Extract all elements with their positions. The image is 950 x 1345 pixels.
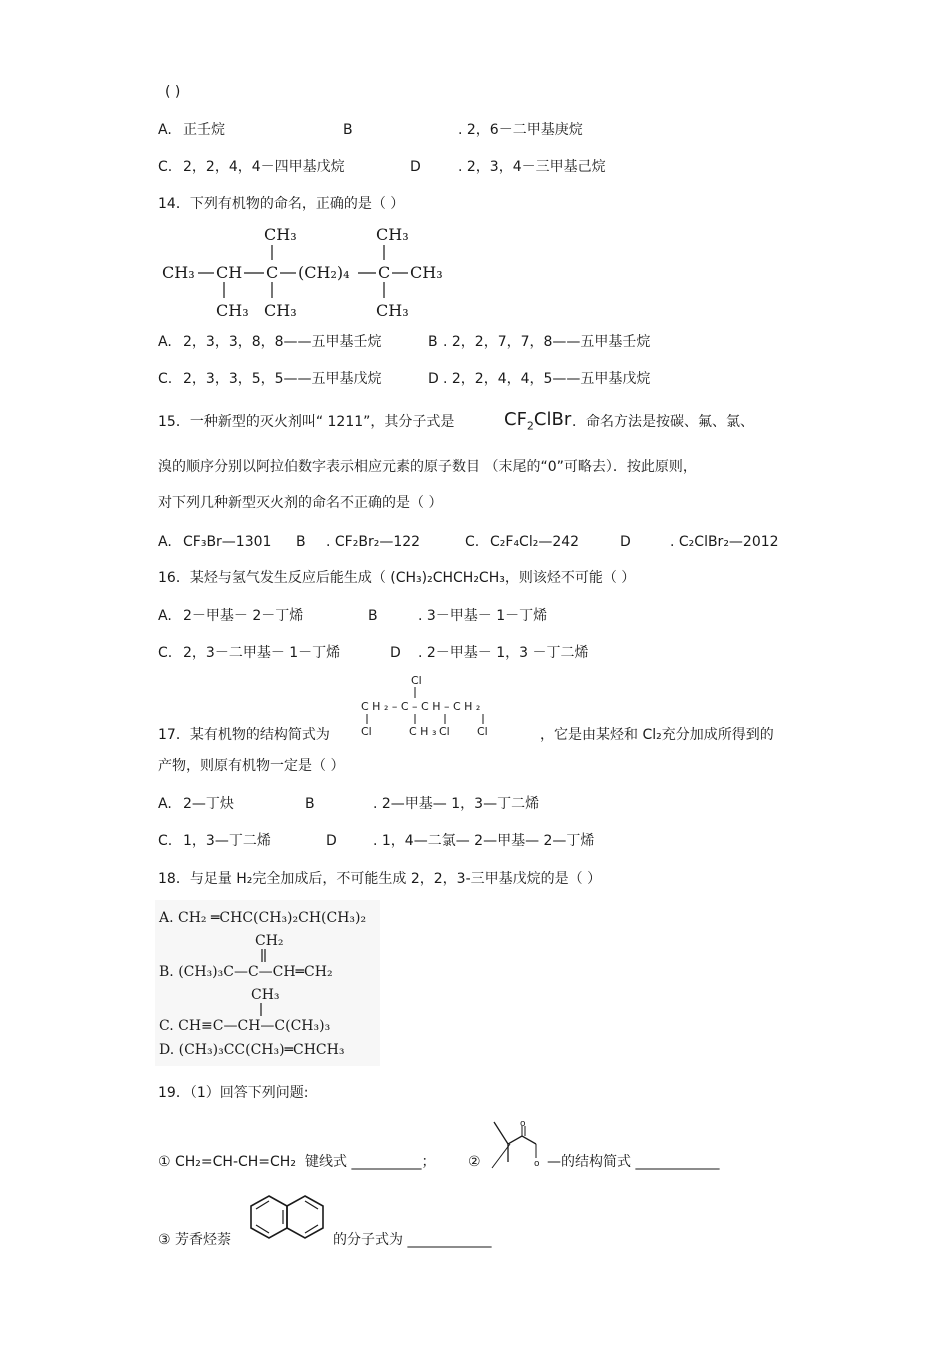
- q15-option-c-label: C.: [465, 534, 480, 550]
- q19-stem: 19．（1）回答下列问题:: [158, 1085, 309, 1101]
- q14-option-d: . 2，2，4，4，5——五甲基戊烷: [443, 371, 651, 387]
- q16-option-a-label: A.: [158, 608, 172, 624]
- q15-stem-line2: 溴的顺序分别以阿拉伯数字表示相应元素的原子数目 （末尾的“0”可略去）．按此原则，: [158, 459, 697, 475]
- q19-item3-tail: 的分子式为 ____________: [333, 1232, 492, 1248]
- q15-option-d: . C₂ClBr₂—2012: [670, 534, 779, 550]
- q17-option-d-label: D: [326, 833, 337, 849]
- q13-option-c: 2，2，4，4－四甲基戊烷: [183, 159, 345, 175]
- q17-cl-top: Cl: [411, 674, 422, 687]
- naphthalene-structure-icon: [247, 1190, 333, 1250]
- q14-top-ch3-1: CH₃: [264, 225, 297, 244]
- q13-option-b: . 2，6－二甲基庚烷: [458, 122, 583, 138]
- q15-option-b: . CF₂Br₂—122: [326, 534, 421, 550]
- q14-mid-ch3-right: CH₃: [410, 263, 443, 282]
- q16-option-d: . 2－甲基－ 1，3 －丁二烯: [418, 645, 589, 661]
- q15-formula-main: CF: [504, 409, 527, 430]
- q16-option-d-label: D: [390, 645, 401, 661]
- q14-mid-ch: CH: [216, 263, 243, 282]
- q15-stem-line3: 对下列几种新型灭火剂的命名不正确的是（ ）: [158, 495, 443, 511]
- q19-item2-label: ②: [468, 1154, 481, 1170]
- q18-option-a: A. CH₂ ═CHC(CH₃)₂CH(CH₃)₂: [159, 910, 367, 926]
- q17-main-chain: C H ₂ – C – C H – C H ₂: [361, 700, 481, 713]
- q17-stem-line2: ，它是由某烃和 Cl₂充分加成所得到的: [540, 727, 774, 743]
- q13-option-b-label: B: [343, 122, 353, 138]
- q19-item2-tail: —的结构简式 ____________: [547, 1154, 720, 1170]
- q17-option-a: 2—丁炔: [183, 796, 234, 812]
- q15-formula-sub: 2: [526, 419, 534, 433]
- q14-mid-c2: C: [378, 263, 391, 282]
- q19-ester-o-top: o: [520, 1119, 526, 1129]
- q17-option-c-label: C.: [158, 833, 173, 849]
- q19-ester-chain: [494, 1122, 536, 1144]
- q17-cl-1: Cl: [361, 725, 372, 738]
- q13-option-d-label: D: [410, 159, 421, 175]
- q14-mid-ch2-4: (CH₂)₄: [298, 263, 350, 282]
- q17-option-b: . 2—甲基— 1，3—丁二烯: [373, 796, 540, 812]
- q16-option-b: . 3－甲基－ 1－丁烯: [418, 608, 548, 624]
- q18-option-c-top: CH₃: [251, 987, 280, 1003]
- q19-item1-tail: 键线式 __________；: [305, 1154, 436, 1170]
- q17-cl-3: Cl: [477, 725, 488, 738]
- q16-stem: 16．某烃与氢气发生反应后能生成（ (CH₃)₂CHCH₂CH₃，则该烃不可能（ ）: [158, 570, 636, 586]
- q14-bot-ch3-1: CH₃: [216, 301, 249, 320]
- q17-cl-2: Cl: [439, 725, 450, 738]
- q14-structure-figure: [160, 222, 460, 322]
- q14-option-b-label: B: [428, 334, 438, 350]
- naphthalene-ring-right: [287, 1196, 323, 1238]
- q15-stem-line1b: ．命名方法是按碳、氟、氯、: [572, 414, 754, 430]
- q15-formula-tail: ClBr: [533, 409, 572, 430]
- q16-option-b-label: B: [368, 608, 378, 624]
- q14-top-ch3-2: CH₃: [376, 225, 409, 244]
- q14-option-c-label: C.: [158, 371, 173, 387]
- q16-option-c: 2，3－二甲基－ 1－丁烯: [183, 645, 341, 661]
- q19-item1: ① CH₂=CH-CH=CH₂: [158, 1154, 296, 1170]
- q17-structure-figure: [355, 672, 525, 740]
- q14-stem: 14．下列有机物的命名，正确的是（ ）: [158, 196, 405, 212]
- q14-option-b: . 2，2，7，7，8——五甲基壬烷: [443, 334, 651, 350]
- q13-option-d: . 2，3，4－三甲基己烷: [458, 159, 606, 175]
- q13-option-c-label: C.: [158, 159, 173, 175]
- q15-option-d-label: D: [620, 534, 631, 550]
- q13-paren: ( ): [165, 84, 181, 100]
- q15-option-c: C₂F₄Cl₂—242: [490, 534, 580, 550]
- q18-option-b-top: CH₂: [255, 933, 284, 949]
- q17-option-d: . 1，4—二氯— 2—甲基— 2—丁烯: [373, 833, 595, 849]
- q14-option-a: 2，3，3，8，8——五甲基壬烷: [183, 334, 382, 350]
- q18-options-figure: [155, 900, 395, 1066]
- q14-option-d-label: D: [428, 371, 439, 387]
- q14-option-a-label: A.: [158, 334, 172, 350]
- q17-stem-line3: 产物，则原有机物一定是（ ）: [158, 758, 345, 774]
- q17-option-b-label: B: [305, 796, 315, 812]
- q19-ester-o-bottom: o: [534, 1159, 540, 1169]
- q18-stem: 18．与足量 H₂完全加成后，不可能生成 2，2，3-三甲基戊烷的是（ ）: [158, 871, 602, 887]
- q16-option-a: 2－甲基－ 2－丁烯: [183, 608, 304, 624]
- q17-stem-line1: 17．某有机物的结构简式为: [158, 727, 330, 743]
- q14-option-c: 2，3，3，5，5——五甲基戊烷: [183, 371, 382, 387]
- q13-option-a-label: A.: [158, 122, 172, 138]
- q15-option-a: CF₃Br—1301: [183, 534, 272, 550]
- q19-ester-double-bond: [492, 1144, 510, 1168]
- q17-option-c: 1，3—丁二烯: [183, 833, 271, 849]
- q18-option-b: B. (CH₃)₃C—C—CH═CH₂: [159, 964, 333, 980]
- q14-bot-ch3-2: CH₃: [264, 301, 297, 320]
- q13-option-a: 正壬烷: [183, 122, 225, 138]
- q19-item3: ③ 芳香烃萘: [158, 1232, 232, 1248]
- q15-formula: [504, 409, 571, 438]
- q14-mid-ch3: CH₃: [162, 263, 195, 282]
- q14-bot-ch3-3: CH₃: [376, 301, 409, 320]
- q14-mid-c1: C: [266, 263, 279, 282]
- q18-option-d: D. (CH₃)₃CC(CH₃)═CHCH₃: [159, 1042, 345, 1058]
- q15-option-b-label: B: [296, 534, 306, 550]
- q15-stem-line1a: 15．一种新型的灭火剂叫“ 1211”，其分子式是: [158, 414, 455, 430]
- q16-option-c-label: C.: [158, 645, 173, 661]
- q19-ester-skeletal-figure: [488, 1118, 548, 1174]
- q18-option-c: C. CH≡C—CH—C(CH₃)₃: [159, 1018, 331, 1034]
- naphthalene-ring-left: [251, 1196, 287, 1238]
- q15-option-a-label: A.: [158, 534, 172, 550]
- q17-ch3: C H ₃: [409, 725, 437, 738]
- q17-option-a-label: A.: [158, 796, 172, 812]
